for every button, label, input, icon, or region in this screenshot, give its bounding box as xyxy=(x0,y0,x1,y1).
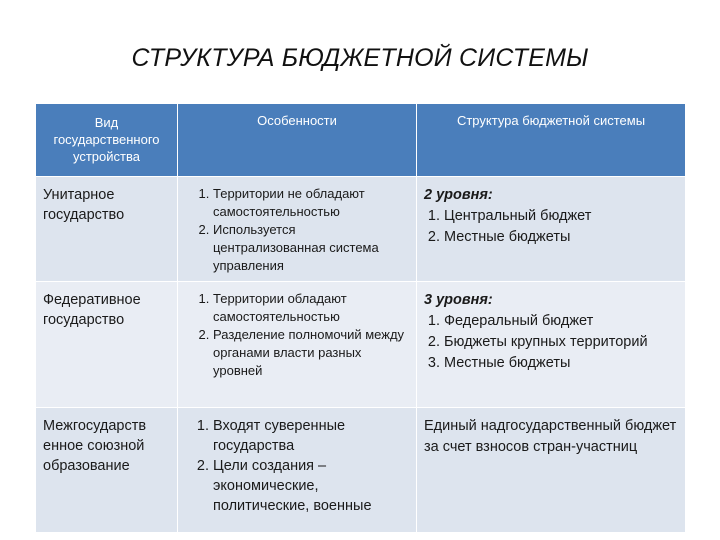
list-item: 1. Территории не обладают самостоятельностью xyxy=(213,185,410,221)
state-type-label: Федеративное государство xyxy=(43,292,141,328)
structure-heading: 3 уровня: xyxy=(424,292,493,308)
features-cell xyxy=(178,282,417,408)
structure-cell xyxy=(417,177,686,282)
budget-structure-table xyxy=(35,103,686,533)
features-cell xyxy=(178,408,417,533)
list-item: 1. Центральный бюджет xyxy=(444,206,679,227)
list-item: 2. Разделение полномочий между органами власти разных уровней xyxy=(213,326,410,380)
table-row xyxy=(36,408,686,533)
features-list xyxy=(185,185,410,275)
header-features xyxy=(178,104,417,177)
list-item: 2. Бюджеты крупных территорий xyxy=(444,332,679,353)
structure-heading: 2 уровня: xyxy=(424,187,493,203)
list-item: 1. Территории обладают самостоятельностью xyxy=(213,290,410,326)
list-item: 2. Используется централизованная система управления xyxy=(213,221,410,275)
header-label: Структура бюджетной системы xyxy=(456,113,646,128)
header-structure xyxy=(417,104,686,177)
state-type-cell xyxy=(36,408,178,533)
list-item: 1. Федеральный бюджет xyxy=(444,311,679,332)
structure-cell xyxy=(417,282,686,408)
state-type-label: Унитарное государство xyxy=(43,187,125,223)
table-row xyxy=(36,282,686,408)
list-item: 3. Местные бюджеты xyxy=(444,353,679,374)
structure-cell xyxy=(417,408,686,533)
page-title: СТРУКТУРА БЮДЖЕТНОЙ СИСТЕМЫ xyxy=(131,44,589,72)
features-cell xyxy=(178,177,417,282)
structure-list xyxy=(424,206,679,248)
structure-list xyxy=(424,311,679,374)
structure-text: Единый надгосударственный бюджет за счет взносов стран-участниц xyxy=(424,418,677,455)
features-list xyxy=(185,416,410,516)
table-row xyxy=(36,177,686,282)
features-list xyxy=(185,290,410,380)
state-type-label: Межгосударств енное союзной образование xyxy=(43,418,147,474)
list-item: 2. Цели создания – экономические, политические, военные xyxy=(213,456,410,516)
list-item: 2. Местные бюджеты xyxy=(444,227,679,248)
list-item: 1. Входят суверенные государства xyxy=(213,416,410,456)
state-type-cell xyxy=(36,177,178,282)
table-header-row xyxy=(36,104,686,177)
state-type-cell xyxy=(36,282,178,408)
header-label: Особенности xyxy=(257,113,337,128)
header-label: Вид государственного устройства xyxy=(53,115,160,164)
header-state-type xyxy=(36,104,178,177)
